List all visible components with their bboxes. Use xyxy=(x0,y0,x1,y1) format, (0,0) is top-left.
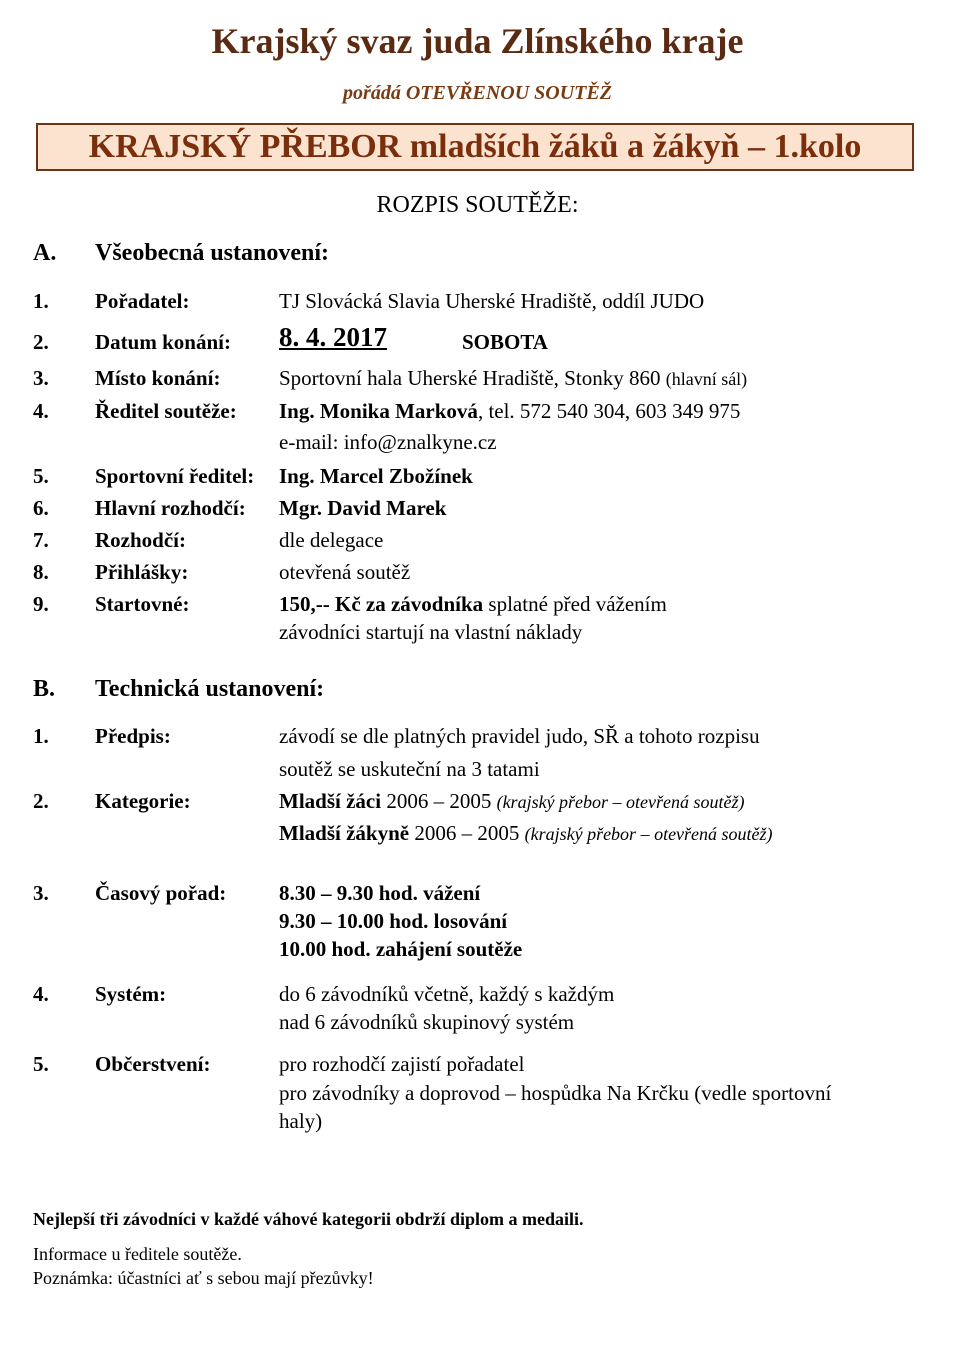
item-value-line: pro závodníky a doprovod – hospůdka Na Krčku (vedle sportovní xyxy=(279,1081,832,1105)
item-label: Občerstvení: xyxy=(95,1052,211,1076)
item-value xyxy=(279,399,740,424)
category-name: Mladší žáci xyxy=(279,789,382,813)
fee-amount: 150,-- Kč za závodníka xyxy=(279,592,484,616)
item-label: Rozhodčí: xyxy=(95,528,186,552)
category-boys xyxy=(279,789,745,814)
item-value: otevřená soutěž xyxy=(279,560,411,584)
item-number: 9. xyxy=(33,592,49,616)
event-day: SOBOTA xyxy=(462,330,548,354)
item-value-line: haly) xyxy=(279,1109,323,1133)
item-label: Kategorie: xyxy=(95,789,191,813)
schedule-draw: 9.30 – 10.00 hod. losování xyxy=(279,909,508,933)
item-value: TJ Slovácká Slavia Uherské Hradiště, oddíl JUDO xyxy=(279,289,705,313)
venue: Sportovní hala Uherské Hradiště, Stonky 860 xyxy=(279,366,661,390)
item-label: Startovné: xyxy=(95,592,190,616)
item-number: 8. xyxy=(33,560,49,584)
item-value: dle delegace xyxy=(279,528,384,552)
venue-note: (hlavní sál) xyxy=(665,369,748,389)
item-value-line: závodníci startují na vlastní náklady xyxy=(279,620,583,644)
item-value: závodí se dle platných pravidel judo, SŘ a tohoto rozpisu xyxy=(279,724,760,748)
page-subtitle: pořádá OTEVŘENOU SOUTĚŽ xyxy=(343,82,612,104)
director-phone: , tel. 572 540 304, 603 349 975 xyxy=(477,399,741,423)
item-label: Sportovní ředitel: xyxy=(95,464,255,488)
item-number: 4. xyxy=(33,399,49,423)
item-number: 2. xyxy=(33,789,49,813)
category-years: 2006 – 2005 xyxy=(381,789,497,813)
item-number: 5. xyxy=(33,1052,49,1076)
category-note: (krajský přebor – otevřená soutěž) xyxy=(496,792,745,812)
item-value xyxy=(279,366,747,391)
item-label: Pořadatel: xyxy=(95,289,190,313)
item-value: pro rozhodčí zajistí pořadatel xyxy=(279,1052,525,1076)
item-label: Datum konání: xyxy=(95,330,231,354)
item-number: 1. xyxy=(33,289,49,313)
director-name: Ing. Monika Marková xyxy=(279,399,478,423)
item-value-line: nad 6 závodníků skupinový systém xyxy=(279,1010,575,1034)
schedule-start: 10.00 hod. zahájení soutěže xyxy=(279,937,523,961)
item-number: 4. xyxy=(33,982,49,1006)
page-title: Krajský svaz juda Zlínského kraje xyxy=(211,21,744,61)
fee-terms: splatné před vážením xyxy=(483,592,667,616)
category-name: Mladší žákyně xyxy=(279,821,410,845)
section-b-title: Technická ustanovení: xyxy=(95,676,325,702)
item-number: 7. xyxy=(33,528,49,552)
item-number: 5. xyxy=(33,464,49,488)
section-b-letter: B. xyxy=(33,676,56,702)
item-label: Časový pořad: xyxy=(95,881,227,905)
item-label: Přihlášky: xyxy=(95,560,189,584)
awards-note: Nejlepší tři závodníci v každé váhové kategorii obdrží diplom a medaili. xyxy=(33,1209,584,1229)
item-label: Hlavní rozhodčí: xyxy=(95,496,246,520)
item-value: do 6 závodníků včetně, každý s každým xyxy=(279,982,615,1006)
item-label: Systém: xyxy=(95,982,167,1006)
item-value: Ing. Marcel Zbožínek xyxy=(279,464,473,488)
event-date: 8. 4. 2017 xyxy=(279,322,387,352)
remark-note: Poznámka: účastníci ať s sebou mají přezůvky! xyxy=(33,1268,374,1288)
schedule-weighing: 8.30 – 9.30 hod. vážení xyxy=(279,881,481,905)
item-value xyxy=(279,592,667,617)
item-number: 2. xyxy=(33,330,49,354)
item-label: Ředitel soutěže: xyxy=(95,399,237,423)
item-label: Místo konání: xyxy=(95,366,221,390)
item-number: 3. xyxy=(33,366,49,390)
category-note: (krajský přebor – otevřená soutěž) xyxy=(524,824,773,844)
event-banner: KRAJSKÝ PŘEBOR mladších žáků a žákyň – 1.kolo xyxy=(36,123,914,171)
director-email: e-mail: info@znalkyne.cz xyxy=(279,430,497,454)
document-heading: ROZPIS SOUTĚŽE: xyxy=(376,192,579,218)
section-a-letter: A. xyxy=(33,240,57,266)
category-girls xyxy=(279,821,773,846)
item-number: 3. xyxy=(33,881,49,905)
item-value: Mgr. David Marek xyxy=(279,496,447,520)
category-years: 2006 – 2005 xyxy=(409,821,525,845)
item-number: 1. xyxy=(33,724,49,748)
item-number: 6. xyxy=(33,496,49,520)
info-note: Informace u ředitele soutěže. xyxy=(33,1244,242,1264)
item-label: Předpis: xyxy=(95,724,171,748)
item-value-line: soutěž se uskuteční na 3 tatami xyxy=(279,757,540,781)
section-a-title: Všeobecná ustanovení: xyxy=(95,240,330,266)
